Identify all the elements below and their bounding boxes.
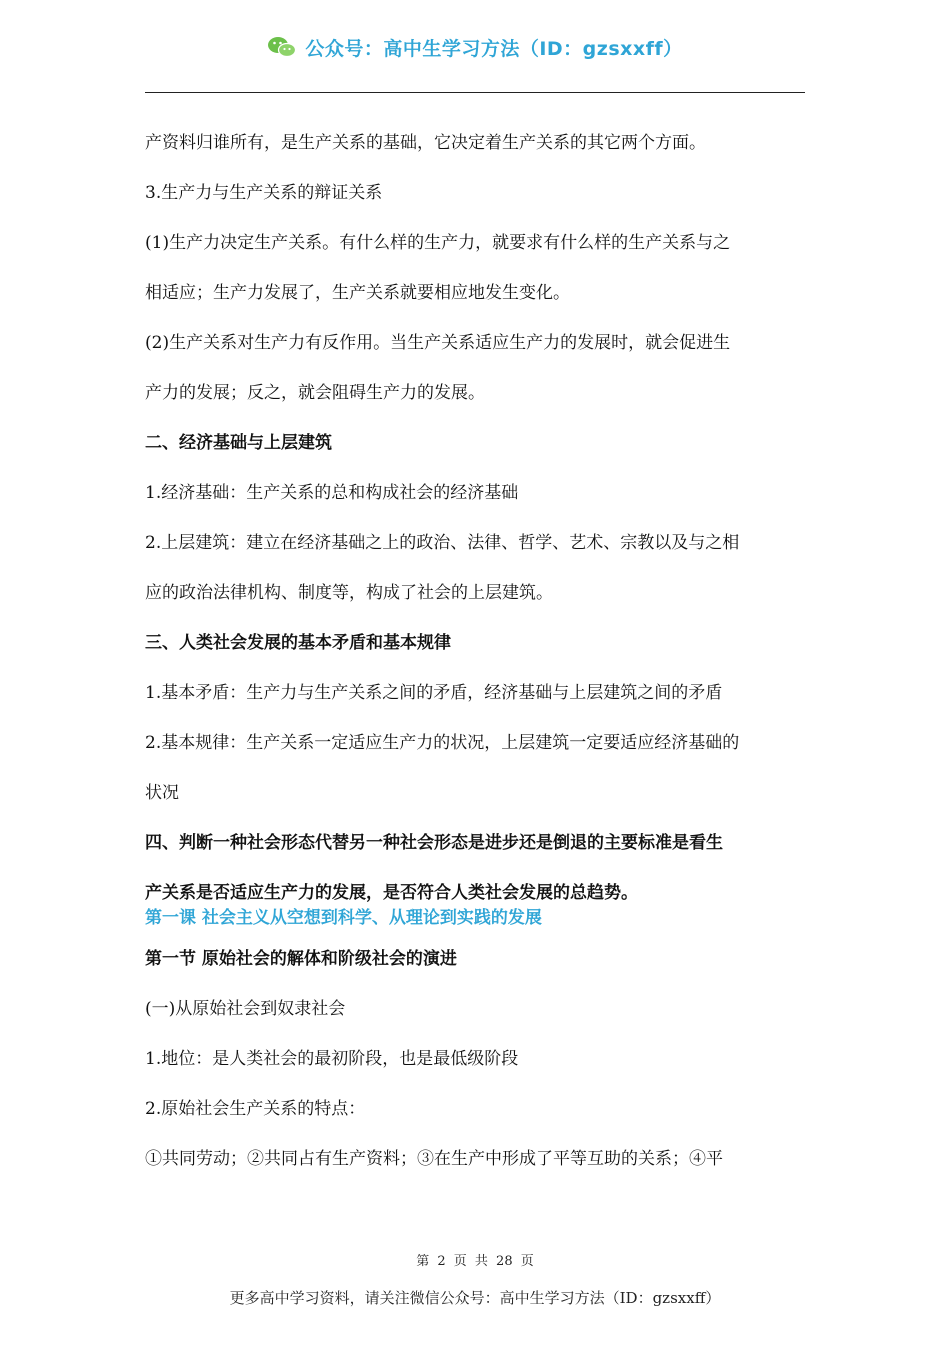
paragraph: 2.基本规律：生产关系一定适应生产力的状况，上层建筑一定要适应经济基础的: [145, 733, 740, 753]
paragraph: 1.经济基础：生产关系的总和构成社会的经济基础: [145, 483, 519, 503]
section-heading: 四、判断一种社会形态代替另一种社会形态是进步还是倒退的主要标准是看生: [145, 833, 723, 853]
paragraph: 1.基本矛盾：生产力与生产关系之间的矛盾，经济基础与上层建筑之间的矛盾: [145, 683, 723, 703]
header-divider: [145, 92, 805, 93]
paragraph: (1)生产力决定生产关系。有什么样的生产力，就要求有什么样的生产关系与之: [145, 233, 731, 253]
section-heading: 三、人类社会发展的基本矛盾和基本规律: [145, 633, 451, 653]
paragraph: 2.原始社会生产关系的特点：: [145, 1099, 366, 1119]
section-heading: 二、经济基础与上层建筑: [145, 433, 332, 453]
footer-note: 更多高中学习资料，请关注微信公众号：高中生学习方法（ID：gzsxxff）: [229, 1289, 721, 1307]
paragraph: ①共同劳动；②共同占有生产资料；③在生产中形成了平等互助的关系；④平: [145, 1149, 723, 1169]
paragraph: 应的政治法律机构、制度等，构成了社会的上层建筑。: [145, 583, 553, 603]
document-body: [145, 118, 810, 1184]
paragraph: 2.上层建筑：建立在经济基础之上的政治、法律、哲学、艺术、宗教以及与之相: [145, 533, 740, 553]
page-number: 第 2 页 共 28 页: [416, 1254, 534, 1269]
subsection-heading: 第一节 原始社会的解体和阶级社会的演进: [145, 949, 457, 969]
paragraph: 产力的发展；反之，就会阻碍生产力的发展。: [145, 383, 485, 403]
paragraph: (一)从原始社会到奴隶社会: [145, 999, 346, 1019]
wechat-icon: [267, 36, 297, 58]
paragraph: 1.地位：是人类社会的最初阶段，也是最低级阶段: [145, 1049, 519, 1069]
header-title: 公众号：高中生学习方法（ID：gzsxxff）: [305, 37, 683, 60]
section-heading: 产关系是否适应生产力的发展，是否符合人类社会发展的总趋势。: [145, 883, 638, 903]
paragraph: (2)生产关系对生产力有反作用。当生产关系适应生产力的发展时，就会促进生: [145, 333, 731, 353]
lesson-title: 第一课 社会主义从空想到科学、从理论到实践的发展: [145, 908, 542, 928]
page-header: [0, 30, 950, 64]
paragraph: 相适应；生产力发展了，生产关系就要相应地发生变化。: [145, 283, 570, 303]
paragraph: 产资料归谁所有，是生产关系的基础，它决定着生产关系的其它两个方面。: [145, 133, 706, 153]
paragraph: 状况: [145, 783, 179, 803]
paragraph: 3.生产力与生产关系的辩证关系: [145, 183, 383, 203]
